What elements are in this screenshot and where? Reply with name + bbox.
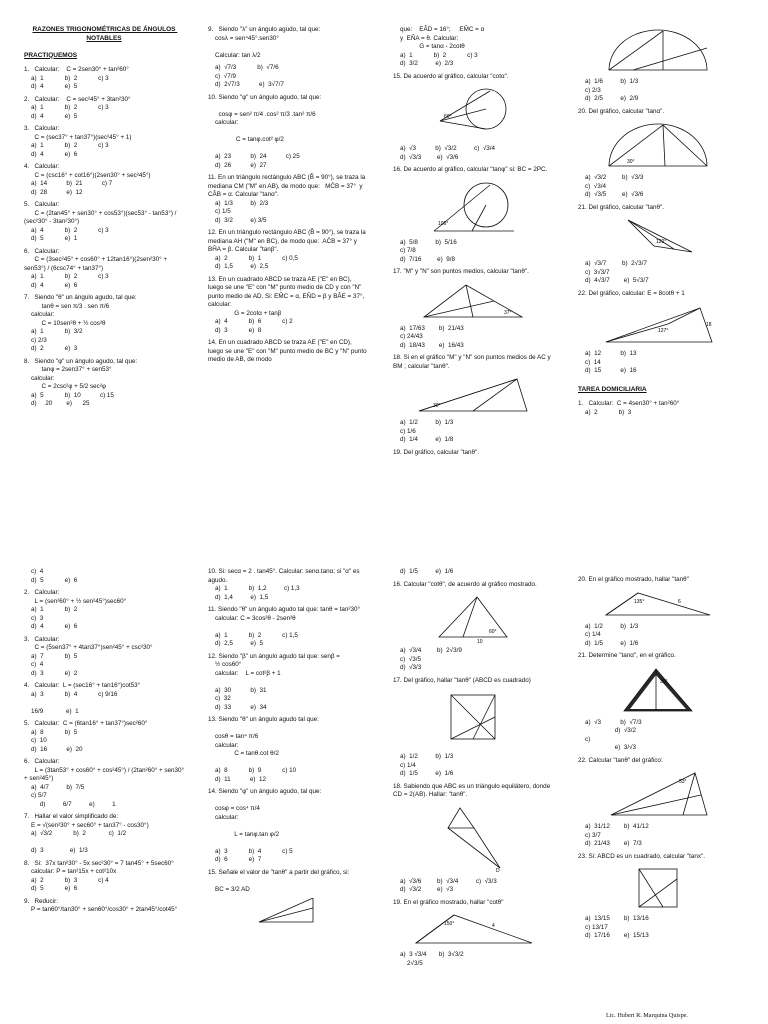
- right-triangle-30-figure: [618, 665, 698, 715]
- homework-14: 14. Siendo "φ" un ángulo agudo, tal que: cosφ = cos⁴ π/4 calcular: L = tanφ.tan φ/2 a) 3 b) 4 c) 5 d) 6 e) 7: [208, 788, 322, 863]
- top-column-4: [578, 26, 738, 421]
- figure-point-label: D: [496, 867, 500, 874]
- exercise-18-options: a) 1/2 b) 1/3 c) 1/6 d) 1/4 e) 1/8: [400, 419, 454, 443]
- homework-1: 1. Calcular: C = 4sen30° + tan²60° a) 2 b) 3: [578, 400, 680, 416]
- equilateral-extension-figure: [438, 804, 508, 874]
- homework-1-options: c) 4 d) 5 e) 6: [31, 568, 78, 584]
- exercise-12: 12. En un triángulo rectángulo ABC (B̂ = 90°), se traza la mediana AH ("M" en BC), de modo que: AĈB = 37° y BĤA = β. Calcular "tanβ". a) 2 b) 1 c) 0,5 d) 1,5 e) 2,5: [208, 229, 366, 270]
- page-title: RAZONES TRIGONOMÉTRICAS DE ÁNGULOS NOTABLES: [32, 26, 178, 42]
- triangle-median-figure: [413, 375, 533, 415]
- figure-side-label: 6: [678, 598, 681, 605]
- homework-23: 23. Si: ABCD es un cuadrado, calcular "tanx".: [578, 852, 705, 860]
- exercise-4: 4. Calcular: C = (csc16° + cot16°)(2sen30° + sec²45°) a) 14 b) 21 c) 7 d) 28 e) 12: [24, 163, 151, 196]
- figure-angle-label: 30°: [660, 678, 668, 685]
- exercise-9: 9. Siendo "λ" un ángulo agudo, tal que: cosλ = sen⁴45°.sen30° Calcular: tan λ/2: [208, 26, 321, 59]
- exercise-17-options: a) 17/63 b) 21/43 c) 24/43 d) 18/43 e) 16/43: [400, 324, 464, 349]
- exercise-21-options: a) √3/7 b) 2√3/7 c) 3√3/7 d) 4√3/7 e) 5√3/7: [585, 260, 649, 284]
- figure-angle-label: 60°: [489, 629, 497, 635]
- bottom-column-2: [208, 568, 368, 928]
- homework-15-options: d) 1/5 e) 1/6: [393, 568, 454, 575]
- right-triangle-figure: [253, 898, 323, 924]
- figure-angle-label: 150°: [444, 921, 455, 927]
- figure-side-label: 10: [477, 639, 483, 643]
- circle-tangent-figure: [428, 85, 518, 141]
- exercise-2: 2. Calcular: C = sec²45° + 3tan²30° a) 1 b) 2 c) 3 d) 4 e) 5: [24, 95, 131, 120]
- homework-12: 12. Siendo "β" un ángulo agudo tal que: senβ = ½ cos60° calcular: L = cot²β + 1 a) 30 b) 31 c) 32 d) 33 e) 34: [208, 652, 340, 711]
- exercise-14: 14. En un cuadrado ABCD se traza AE ("E" en CD), luego se une "E" con "M" punto medio de BC y "N" punto medio de AB, de modo: [208, 339, 369, 363]
- homework-7: 7. Hallar el valor simplificado de: E = √(sen²30° + sec60° + tan37° - cos30°) a) √3/2 b) 2 c) 1/2 d) 3 e) 1/3: [24, 813, 149, 854]
- homework-15: 15. Señale el valor de "tanθ" a partir del gráfico, si: BC = 3/2 AD: [208, 868, 350, 893]
- exercise-11: 11. En un triángulo rectángulo ABC (B̂ = 90°), se traza la mediana CM ("M" en AB), de modo que: MĈB = 37° y CÂB = α. Calcular "tanα". a) 1/3 b) 2/3 c) 1/5 d) 3/2 e) 3/5: [208, 174, 366, 224]
- square-x-figure: [633, 865, 683, 911]
- obtuse-triangle-figure: [618, 216, 698, 256]
- exercise-16: 16. De acuerdo al gráfico, calcular "tanφ" si: BC = 2PC.: [393, 166, 548, 173]
- homework-13: 13. Siendo "θ" un ángulo agudo tal que: cosθ = tan⁴ π/6 calcular: C = tanθ.cot θ/2 a) 8 b) 9 c) 10 d) 11 e) 12: [208, 716, 319, 783]
- homework-16: 16. Calcular "cotθ", de acuerdo al gráfico mostrado.: [393, 580, 537, 588]
- exercise-13: 13. En un cuadrado ABCD se traza AE ("E" en BC), luego se une "E" con "M" punto medio de CD y con "N" punto medio de AD. Si: EM̂C = α, EN̂D = β y BÂE = 37°, calcular: G = 2cotα + tanβ a) 4 b) 6 c) 2 d) 3 e) 8: [208, 275, 365, 334]
- bottom-column-3: [393, 568, 558, 972]
- exercise-14-cont: que: EÂD = 16°; EM̂C = α y EN̂A = θ. Calcular: G = tanα - 2cotθ a) 1 b) 2 c) 3 d) 3/2 e) 2/3: [400, 26, 485, 67]
- exercise-15: 15. De acuerdo al gráfico, calcular "cotα".: [393, 72, 509, 80]
- homework-5: 5. Calcular: C = (6tan16° + tan37°)sec²60° a) 8 b) 5 c) 10 d) 16 e) 20: [24, 720, 148, 753]
- homework-21: 21. Determine "tanα", en el gráfico.: [578, 652, 676, 659]
- exercise-5: 5. Calcular: C = (2tan45° + sen30° + cos53°)(sec53° - tan53°) / (sec²30° - 3tan²30°) a) 4 b) 2 c) 3 d) 5 e) 1: [24, 201, 177, 243]
- top-column-1: [24, 26, 184, 413]
- homework-20: 20. En el gráfico mostrado, hallar "tanθ": [578, 576, 689, 583]
- exercise-18: 18. Si en el gráfico "M" y "N" son puntos medios de AC y BM ; calcular "tanθ".: [393, 354, 553, 370]
- exercise-1: 1. Calcular: C = 2sen30° + tan²60° a) 1 b) 2 c) 3 d) 4 e) 5: [24, 66, 129, 91]
- homework-16-options: a) √3/4 b) 2√3/9 c) √3/5 d) √3/3: [400, 647, 462, 671]
- triangle-150-figure: [408, 911, 538, 947]
- exercise-7: 7. Siendo "θ" un ángulo agudo, tal que: tanθ = sen π/3 . sen π/6 calcular: C = 10sen²θ + ½ cos²θ a) 1 b) 3/2 c) 2/3 d) 2 e) 3: [24, 294, 137, 353]
- triangle-127-figure: [598, 302, 718, 346]
- semicircle-triangle-figure: [603, 120, 713, 170]
- figure-side-label: 18: [706, 322, 712, 328]
- exercise-9-options: a) √7/3 b) √7/6 c) √7/9 d) 2√7/3 e) 3√7/7: [215, 64, 284, 88]
- homework-heading: TAREA DOMICILIARIA: [578, 385, 647, 393]
- exercise-20-options: a) √3/2 b) √3/3 c) √3/4 d) √3/5 e) √3/6: [585, 174, 644, 198]
- exercise-20: 20. Del gráfico, calcular "tanα".: [578, 107, 665, 115]
- figure-side-label: 4: [492, 923, 495, 929]
- homework-2: 2. Calcular: L = (sen²60° + ½ sen²45°)sec60° a) 1 b) 2 c) 3 d) 4 e) 6: [24, 589, 127, 630]
- semicircle-figure: [603, 28, 713, 74]
- figure-angle-label: 30°: [627, 159, 635, 165]
- homework-22: 22. Calcular "tanθ" del gráfico:: [578, 756, 663, 764]
- square-figure: [443, 689, 503, 749]
- exercise-6: 6. Calcular: C = (3sec²45° + cos60° + 12tan16°)(2sen²30° + sen53°) / (6csc74° + tan37°) a) 1 b) 2 c) 3 d) 4 e) 6: [24, 247, 168, 289]
- exercise-22-options: a) 12 b) 13 c) 14 d) 15 e) 16: [585, 350, 637, 374]
- author-credit: Lic. Hubert R. Marquina Quispe.: [606, 1012, 688, 1019]
- figure-angle-label: 37°: [504, 309, 512, 316]
- homework-6: 6. Calcular: L = (3tan53° + cos60° + cos²45°) / (2tan²60° + sen30° + sen²45°) a) 4/7 b) 7/5 c) 5/7 d) 6/7 e) 1: [24, 758, 185, 808]
- exercise-10: 10. Siendo "φ" un ángulo agudo, tal que: cosφ = sen² π/4 .cos² π/3 .tan² π/6 calcular: C = tanφ.cot² φ/2 a) 23 b) 24 c) 25 d) 26 e) 27: [208, 93, 322, 169]
- bottom-column-4: [578, 576, 738, 945]
- figure-angle-label: 106°: [438, 220, 449, 227]
- homework-20-options: a) 1/2 b) 1/3 c) 1/4 d) 1/5 e) 1/6: [585, 622, 639, 647]
- homework-23-options: a) 13/15 b) 13/16 c) 13/17 d) 17/16 e) 15/13: [585, 915, 649, 939]
- homework-19: 19. En el gráfico mostrado, hallar "cotθ": [393, 898, 504, 906]
- figure-angle-label: 30°: [433, 403, 441, 409]
- exercise-15-options: a) √3 b) √3/2 c) √3/4 d) √3/3 e) √3/6: [400, 145, 496, 161]
- figure-angle-label: 53°: [679, 779, 687, 785]
- homework-18: 18. Sabiendo que ABC es un triángulo equilátero, donde CD = 2(AB). Hallar: "tanθ".: [393, 782, 558, 798]
- figure-angle-label: 135°: [634, 598, 645, 605]
- triangle-135-figure: [598, 589, 718, 619]
- bottom-column-1: [24, 568, 186, 919]
- exercise-17: 17. "M" y "N" son puntos medios, calcular "tanθ".: [393, 268, 529, 275]
- triangle-60-figure: [433, 593, 513, 643]
- homework-18-options: a) √3/6 b) √3/4 c) √3/3 d) √3/2 e) √3: [400, 877, 497, 893]
- exercise-3: 3. Calcular: C = (sec37° + tan37°)(sec²45° + 1) a) 1 b) 2 c) 3 d) 4 e) 6: [24, 125, 132, 158]
- homework-17: 17. Del gráfico, hallar "tanθ" (ABCD es cuadrado): [393, 676, 531, 684]
- homework-19-options: a) 3 √3/4 b) 3√3/2 2√3/5: [400, 951, 464, 967]
- homework-9: 9. Reducir: P = tan60°/tan30° + sen60°/cos30° + 2tan45°/cot45°: [24, 897, 178, 913]
- exercise-21: 21. Del gráfico, calcular "tanθ".: [578, 203, 665, 211]
- homework-3: 3. Calcular: C = (5sen37° + 4tan37°)sen²45° + csc²30° a) 7 b) 5 c) 4 d) 3 e) 2: [24, 635, 153, 677]
- homework-22-options: a) 31/12 b) 41/12 c) 3/7 d) 21/43 e) 7/3: [585, 823, 649, 847]
- exercise-19: 19. Del gráfico, calcular "tanθ".: [393, 448, 480, 456]
- homework-4: 4. Calcular: L = (sec16° + tan16°)cot53° a) 3 b) 4 c) 9/16 16/9 e) 1: [24, 682, 141, 715]
- figure-angle-label: 60°: [444, 114, 452, 120]
- homework-11: 11. Siendo "θ" un ángulo agudo tal que: tanθ = tan²30° calcular: C = 3cos²θ - 2sen²θ a) 1 b) 2 c) 1,5 d) 2,5 e) 5: [208, 606, 360, 647]
- figure-angle-label: 127°: [658, 328, 669, 334]
- top-column-2: [208, 26, 368, 369]
- section-heading: PRACTIQUEMOS: [24, 51, 78, 59]
- figure-angle-label: 120°: [656, 239, 667, 245]
- homework-17-options: a) 1/2 b) 1/3 c) 1/4 d) 1/5 e) 1/6: [400, 753, 454, 777]
- exercise-19-options: a) 1/6 b) 1/3 c) 2/3 d) 2/5 e) 2/9: [585, 78, 639, 102]
- top-column-3: [393, 26, 553, 461]
- circle-triangle-figure: [428, 179, 518, 235]
- exercise-16-options: a) 5/8 b) 5/16 c) 7/8 d) 7/16 e) 9/8: [400, 238, 457, 263]
- homework-8: 8. Si: 37x tan²30° - 5x sec²30° = 7 tan45° + 5sec60° calcular: P = tan²15x + cot²10x a) 2 b) 3 c) 4 d) 5 e) 6: [24, 859, 174, 892]
- homework-21-options: a) √3 b) √7/3 d) √3/2 c) e) 3/√3: [585, 718, 642, 751]
- homework-10: 10. Si: secα = 2 . tan45°. Calcular: senα.tanα; si "α" es agudo. a) 1 b) 1,2 c) 1,3 d) 1,4 e) 1,5: [208, 568, 360, 601]
- exercise-8: 8. Siendo "φ" un ángulo agudo, tal que: tanφ = 2sen37° + sen53° calcular: C = 2csc²φ + 5/2 sec²φ a) 5 b) 10 c) 15 d) 20 e) 25: [24, 357, 138, 408]
- triangle-53-figure: [603, 769, 713, 819]
- exercise-22: 22. Del gráfico, calcular: E = 8cotθ + 1: [578, 289, 685, 297]
- triangle-midpoints-figure: [418, 281, 528, 321]
